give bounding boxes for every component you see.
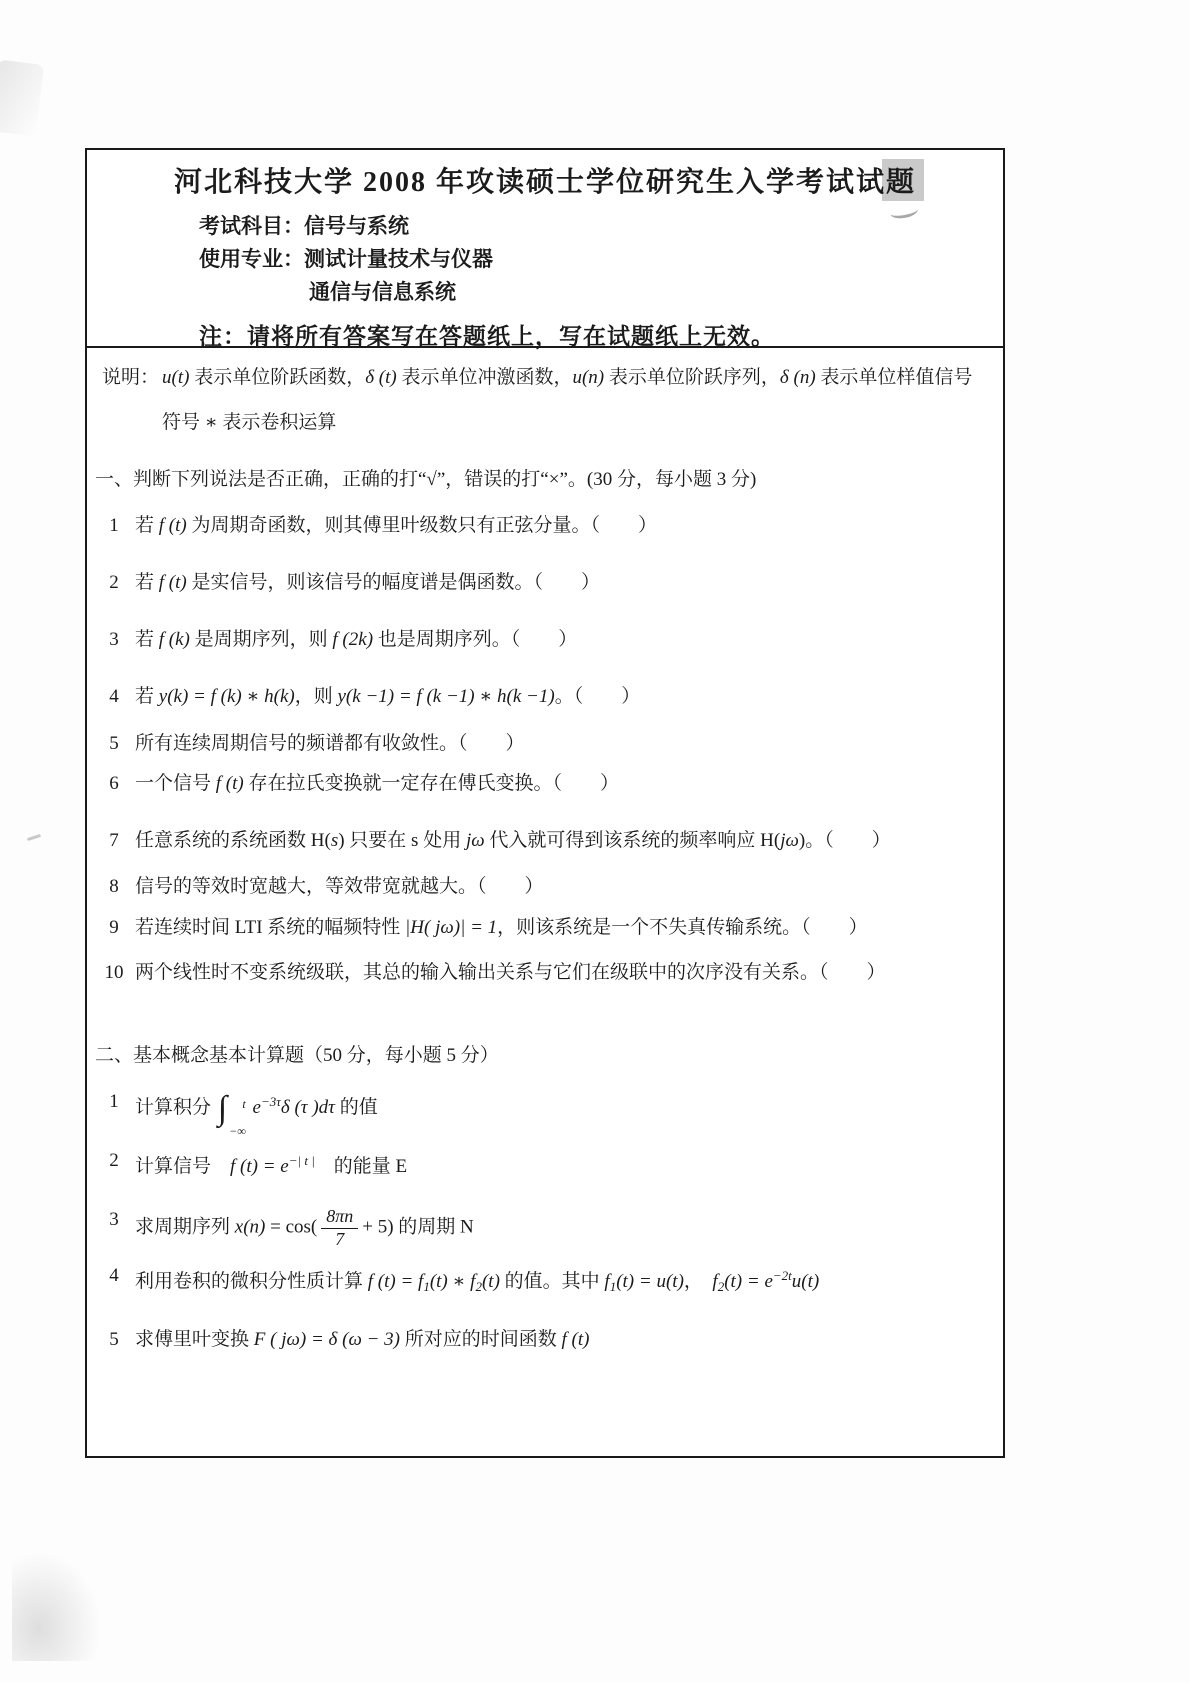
exam-meta	[199, 210, 1003, 309]
question-text: 求傅里叶变换 F ( jω) = δ (ω − 3) 所对应的时间函数 f (t)	[135, 1328, 590, 1350]
section-2-heading: 二、基本概念基本计算题（50 分，每小题 5 分）	[95, 1045, 499, 1066]
question-item	[95, 770, 989, 797]
question-number: 4	[109, 686, 119, 707]
question-number: 10	[104, 962, 124, 983]
scan-artifact-top-left	[0, 59, 44, 136]
exam-title	[174, 164, 916, 202]
question-text: 任意系统的系统函数 H(s) 只要在 s 处用 jω 代入就可得到该系统的频率响应 H(jω)。（ ）	[135, 830, 891, 851]
instructions-lines	[162, 364, 989, 436]
integral: ∫ t −∞	[217, 1089, 246, 1138]
question-item	[95, 959, 989, 986]
question-text: 计算积分 ∫ t −∞ $e^{-3\tau}\delta$ (τ )dτ 的值	[135, 1089, 378, 1138]
question-item	[95, 1262, 989, 1300]
fraction: $\frac{8\pi n}{7}$	[321, 1206, 358, 1250]
exam-header	[87, 150, 1003, 348]
question-text: 利用卷积的微积分性质计算 f $(t) = f_1(t)$ ∗ $f_2(t)$ 的值。其中 $f_1(t) = u(t)$， $f_2(t) = e^{-2t}u(t)$	[135, 1267, 820, 1294]
instructions-label: 说明：	[102, 367, 160, 388]
question-text: 计算信号 f $(t) = e^{-| t |}$ 的能量 E	[135, 1152, 408, 1177]
question-number: 8	[109, 876, 119, 897]
subject-line: 考试科目：信号与系统	[199, 214, 409, 238]
question-text: 若 f (t) 为周期奇函数，则其傅里叶级数只有正弦分量。（ ）	[135, 515, 657, 536]
question-item	[95, 914, 989, 941]
question-item	[95, 1147, 989, 1180]
question-item	[95, 873, 989, 900]
exam-body	[87, 348, 1003, 1353]
question-number: 3	[109, 1208, 119, 1230]
section-1-heading: 一、判断下列说法是否正确，正确的打“√”，错误的打“×”。(30 分，每小题 3 分)	[95, 469, 757, 490]
question-text: 信号的等效时宽越大，等效带宽就越大。（ ）	[135, 876, 544, 897]
question-item	[95, 1206, 989, 1250]
scan-artifact-left-dash	[27, 834, 41, 841]
question-item	[95, 683, 989, 710]
exam-sheet	[85, 148, 1005, 1458]
question-number: 2	[109, 572, 119, 593]
instructions-line-1: u(t) 表示单位阶跃函数，δ (t) 表示单位冲激函数，u(n) 表示单位阶跃序列，δ (n) 表示单位样值信号	[162, 367, 973, 388]
instructions-line-2: 符号 ∗ 表示卷积运算	[162, 412, 337, 433]
question-number: 1	[109, 1091, 119, 1112]
major-line-2: 通信与信息系统	[309, 280, 456, 304]
question-text: 两个线性时不变系统级联，其总的输入输出关系与它们在级联中的次序没有关系。（ ）	[135, 962, 886, 983]
section-1-questions	[95, 512, 989, 986]
question-text: 一个信号 f (t) 存在拉氏变换就一定存在傅氏变换。（ ）	[135, 773, 619, 794]
instructions-block	[102, 364, 989, 436]
question-item	[95, 827, 989, 854]
major-line: 使用专业：测试计量技术与仪器	[199, 247, 493, 271]
exam-title-text: 河北科技大学 2008 年攻读硕士学位研究生入学考试试题	[173, 167, 916, 198]
question-number: 7	[109, 830, 119, 851]
question-item	[95, 1088, 989, 1138]
question-text: 若 f (k) 是周期序列，则 f (2k) 也是周期序列。（ ）	[135, 629, 578, 650]
question-item	[95, 1326, 989, 1353]
question-text: 若连续时间 LTI 系统的幅频特性 |H( jω)| = 1，则该系统是一个不失真传输系统。（ ）	[135, 917, 868, 938]
question-item	[95, 730, 989, 757]
question-text: 若 y(k) = f (k) ∗ h(k)，则 y(k −1) = f (k −1) ∗ h(k −1)。（ ）	[135, 686, 641, 707]
question-item	[95, 569, 989, 596]
question-text: 所有连续周期信号的频谱都有收敛性。（ ）	[135, 733, 525, 754]
exam-note: 注：请将所有答案写在答题纸上，写在试题纸上无效。	[199, 324, 775, 349]
scan-artifact-bottom-corner	[12, 1551, 102, 1661]
question-text: 若 f (t) 是实信号，则该信号的幅度谱是偶函数。（ ）	[135, 572, 600, 593]
question-number: 2	[109, 1149, 119, 1171]
question-number: 5	[109, 1328, 119, 1350]
question-number: 9	[109, 917, 119, 938]
question-item	[95, 512, 989, 539]
question-item	[95, 626, 989, 653]
title-row	[87, 164, 1003, 202]
question-number: 3	[109, 629, 119, 650]
question-number: 4	[109, 1264, 119, 1286]
question-number: 6	[109, 773, 119, 794]
section-2-questions	[95, 1088, 989, 1353]
question-number: 5	[109, 733, 119, 754]
question-text: 求周期序列 x(n) = cos( $\frac{8\pi n}{7}$ + 5) 的周期 N	[135, 1205, 474, 1249]
question-number: 1	[109, 515, 119, 536]
